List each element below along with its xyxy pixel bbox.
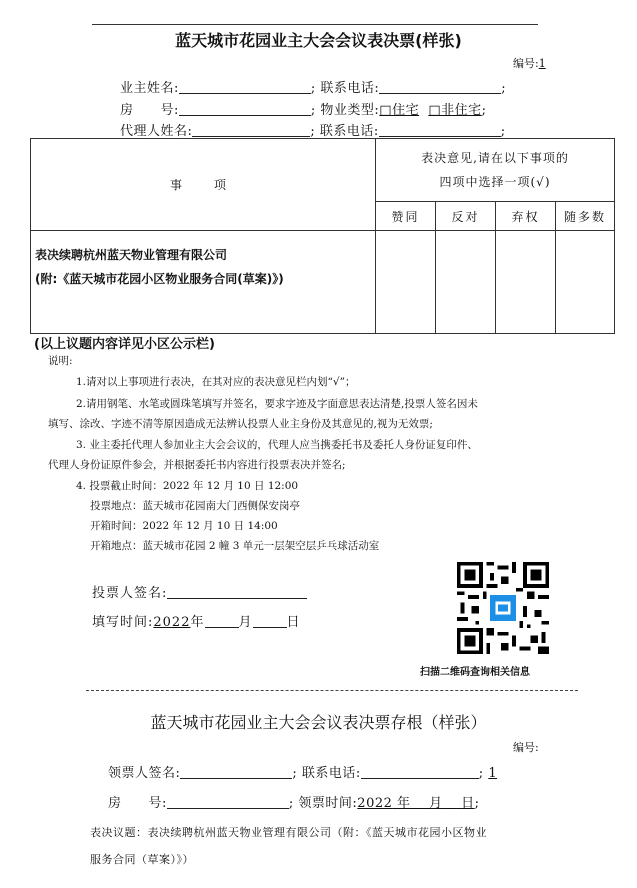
room-row [120,99,487,118]
vote-cell-oppose[interactable] [436,231,496,334]
vote-cell-abstain[interactable] [496,231,556,334]
contact-phone-label: ; 联系电话: [310,81,380,96]
serial-label [513,55,546,71]
stub-room-field[interactable] [167,794,289,809]
option-approve: 赞同 [376,202,436,231]
stub-receive-month-unit: 月 [429,796,443,811]
fill-day-unit: 日 [286,615,301,630]
stub-receive-year: 2022 [357,796,393,811]
room-label: 房 号: [120,103,179,118]
tear-line [86,690,578,691]
vote-table-wrap [30,138,614,334]
fill-time-label: 填写时间: [92,615,154,630]
instruction-3a: 3. 业主委托代理人参加业主大会会议的，代理人应当携委托书及委托人身份证复印件、 [76,439,478,451]
proxy-name-label: 代理人姓名: [120,124,193,139]
voter-signature-field[interactable] [167,584,307,599]
line-end-3: ; [500,124,506,139]
proxy-contact-phone-field[interactable] [379,122,501,137]
stub-contact-phone-field[interactable] [361,764,479,779]
see-board-note: (以上议题内容详见小区公示栏) [34,337,215,352]
fill-year[interactable]: 2022 [153,615,191,630]
fill-month-unit: 月 [238,615,253,630]
vote-cell-follow-majority[interactable] [556,231,615,334]
stub-receive-date[interactable] [357,796,474,811]
fill-month-field[interactable] [205,613,239,628]
vote-table [30,138,615,334]
opinion-header-line2: 四项中选择一项(√) [439,175,551,189]
voter-signature-label: 投票人签名: [92,586,168,601]
open-time: 开箱时间：2022 年 12 月 10 日 14:00 [90,520,278,532]
fill-year-unit: 年 [190,615,205,630]
item-line1: 表决续聘杭州蓝天物业管理有限公司 [35,248,228,262]
stub-receiver-sign-label: 领票人签名: [108,766,181,781]
vote-cell-approve[interactable] [376,231,436,334]
contact-phone-field[interactable] [379,79,501,94]
stub-contact-phone-label: ; 联系电话: [292,766,361,781]
fill-time-row [92,611,301,630]
owner-name-label: 业主姓名: [120,81,179,96]
item-line2: (附:《蓝天城市花园小区物业服务合同(草案)》) [35,272,284,286]
top-rule [92,24,538,25]
instruction-4: 4. 投票截止时间：2022 年 12 月 10 日 12:00 [76,480,299,492]
proxy-contact-phone-label: ; 联系电话: [310,124,379,139]
owner-name-field[interactable] [179,79,311,94]
property-type-label: ; 物业类型: [310,103,380,118]
matter-header: 事 项 [31,139,376,231]
property-type-residential[interactable]: □住宅 [379,103,420,118]
serial-label-text: 编号: [513,57,539,70]
line-end-2: ; [481,103,487,118]
instruction-1: 1.请对以上事项进行表决，在其对应的表决意见栏内划“√”； [76,376,356,388]
option-follow-majority: 随多数 [556,202,615,231]
stub-serial-value: 1 [488,766,498,781]
option-oppose: 反对 [436,202,496,231]
stub-end-mark: ; [474,796,480,811]
opinion-header [376,139,615,202]
stub-receive-year-unit: 年 [397,796,411,811]
room-field[interactable] [179,101,311,116]
qr-code-icon[interactable] [457,562,549,654]
stub-receive-time-label: ; 领票时间: [288,796,358,811]
page-title: 蓝天城市花园业主大会会议表决票(样张) [175,31,462,50]
stub-topic-line2: 服务合同（草案）》） [90,853,194,866]
stub-receiver-row: 领票人签名: ; 联系电话: ; 1 [108,766,498,781]
line-end: ; [501,81,507,96]
stub-receive-day-unit: 日 [461,796,475,811]
qr-label: 扫描二维码查询相关信息 [420,667,530,678]
stub-title: 蓝天城市花园业主大会会议表决票存根（样张） [150,713,487,732]
stub-receiver-sign-field[interactable] [180,764,292,779]
serial-value: 1 [538,57,546,70]
opinion-header-line1: 表决意见,请在以下事项的 [421,151,569,165]
item-cell [31,231,376,334]
owner-name-row [120,77,506,96]
open-place: 开箱地点：蓝天城市花园 2 幢 3 单元一层架空层乒乓球活动室 [90,540,380,552]
instruction-3b: 代理人身份证原件参会，并根据委托书内容进行投票表决并签名; [48,459,346,471]
option-abstain: 弃权 [496,202,556,231]
fill-day-field[interactable] [253,613,287,628]
stub-room-label: 房 号: [108,796,167,811]
vote-place: 投票地点：蓝天城市花园南大门西侧保安岗亭 [90,500,300,512]
instructions-title: 说明: [48,355,73,367]
proxy-row [120,120,506,139]
property-type-nonresidential[interactable]: □非住宅 [428,103,482,118]
stub-serial-label: 编号: [513,741,539,754]
proxy-name-field[interactable] [192,122,310,137]
stub-topic-line1: 表决议题：表决续聘杭州蓝天物业管理有限公司（附：《蓝天城市花园小区物业 [90,826,487,839]
voter-signature-row [92,582,307,601]
instruction-2a: 2.请用钢笔、水笔或圆珠笔填写并签名，要求字迹及字面意思表达清楚,投票人签名因未 [76,398,478,410]
stub-room-row [108,792,480,811]
instruction-2b: 填写、涂改、字迹不清等原因造成无法辨认投票人业主身份及其意见的,视为无效票; [48,418,433,430]
